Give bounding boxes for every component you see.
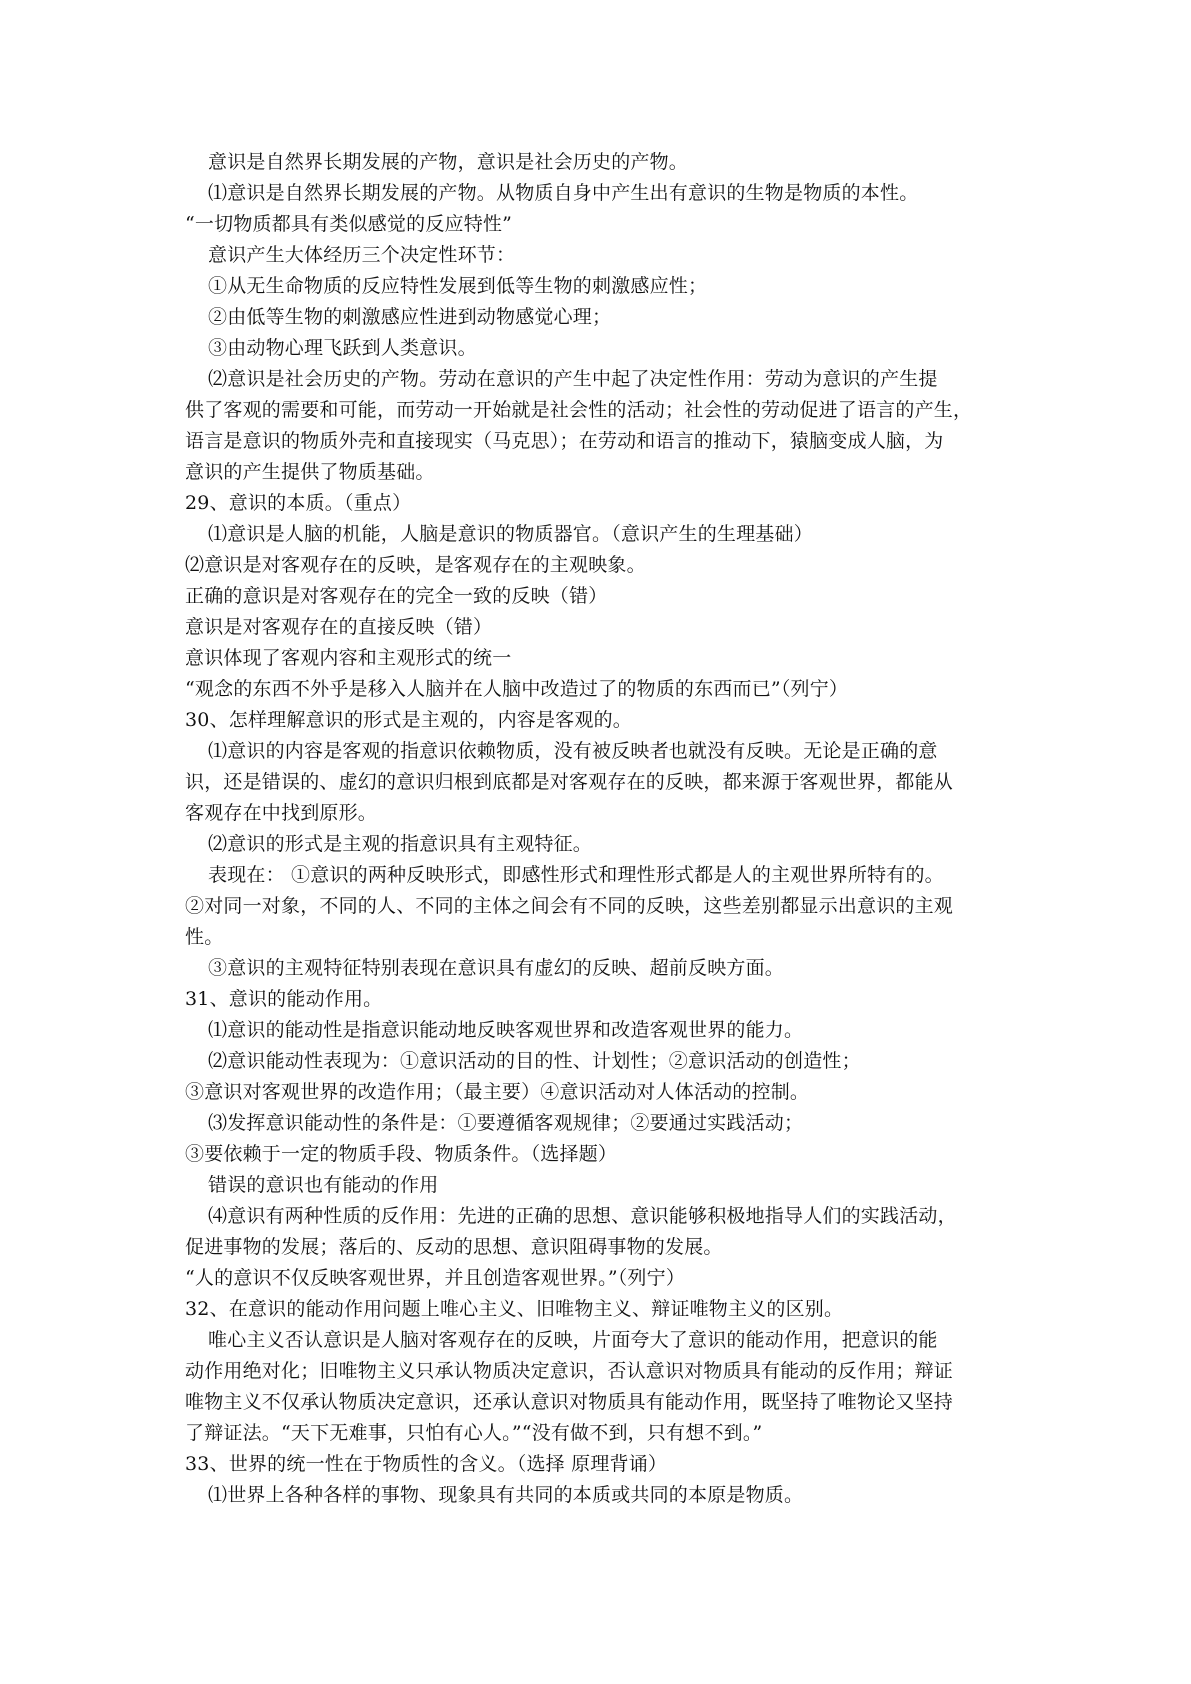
text-line: 表现在： ①意识的两种反映形式，即感性形式和理性形式都是人的主观世界所特有的。 bbox=[208, 864, 944, 886]
text-line: 意识体现了客观内容和主观形式的统一 bbox=[185, 647, 512, 669]
text-line: ⑶发挥意识能动性的条件是：①要遵循客观规律；②要通过实践活动； bbox=[208, 1112, 804, 1134]
text-line: 动作用绝对化；旧唯物主义只承认物质决定意识，否认意识对物质具有能动的反作用；辩证 bbox=[185, 1360, 954, 1382]
text-line: ②由低等生物的刺激感应性进到动物感觉心理； bbox=[208, 306, 612, 328]
text-line: 意识的产生提供了物质基础。 bbox=[185, 461, 435, 483]
text-line: 语言是意识的物质外壳和直接现实（马克思）；在劳动和语言的推动下，猿脑变成人脑，为 bbox=[185, 430, 944, 452]
text-line: 促进事物的发展；落后的、反动的思想、意识阻碍事物的发展。 bbox=[185, 1236, 723, 1258]
text-line: ⑴意识的能动性是指意识能动地反映客观世界和改造客观世界的能力。 bbox=[208, 1019, 804, 1041]
text-line: ①从无生命物质的反应特性发展到低等生物的刺激感应性； bbox=[208, 275, 708, 297]
section-heading: 33、世界的统一性在于物质性的含义。（选择 原理背诵） bbox=[185, 1453, 668, 1475]
text-line: “一切物质都具有类似感觉的反应特性” bbox=[185, 213, 513, 235]
text-line: 唯物主义不仅承认物质决定意识，还承认意识对物质具有能动作用，既坚持了唯物论又坚持 bbox=[185, 1391, 954, 1413]
text-line: 了辩证法。“天下无难事，只怕有心人。”“没有做不到，只有想不到。” bbox=[185, 1422, 763, 1444]
text-line: ⑴意识是自然界长期发展的产物。从物质自身中产生出有意识的生物是物质的本性。 bbox=[208, 182, 919, 204]
text-line: 意识是自然界长期发展的产物，意识是社会历史的产物。 bbox=[208, 151, 689, 173]
text-line: ⑴意识的内容是客观的指意识依赖物质，没有被反映者也就没有反映。无论是正确的意 bbox=[208, 740, 938, 762]
text-line: ⑷意识有两种性质的反作用：先进的正确的思想、意识能够积极地指导人们的实践活动， bbox=[208, 1205, 957, 1227]
text-line: 正确的意识是对客观存在的完全一致的反映（错） bbox=[185, 585, 608, 607]
text-line: ③意识的主观特征特别表现在意识具有虚幻的反映、超前反映方面。 bbox=[208, 957, 785, 979]
text-line: 错误的意识也有能动的作用 bbox=[208, 1174, 439, 1196]
text-line: ③由动物心理飞跃到人类意识。 bbox=[208, 337, 477, 359]
text-line: 意识产生大体经历三个决定性环节： bbox=[208, 244, 516, 266]
text-line: 意识是对客观存在的直接反映（错） bbox=[185, 616, 493, 638]
text-line: ③要依赖于一定的物质手段、物质条件。（选择题） bbox=[185, 1143, 618, 1165]
section-heading: 29、意识的本质。（重点） bbox=[185, 492, 412, 514]
text-line: ⑴世界上各种各样的事物、现象具有共同的本质或共同的本原是物质。 bbox=[208, 1484, 804, 1506]
text-line: 识，还是错误的、虚幻的意识归根到底都是对客观存在的反映，都来源于客观世界，都能从 bbox=[185, 771, 954, 793]
section-heading: 30、怎样理解意识的形式是主观的，内容是客观的。 bbox=[185, 709, 632, 731]
section-heading: 32、在意识的能动作用问题上唯心主义、旧唯物主义、辩证唯物主义的区别。 bbox=[185, 1298, 844, 1320]
text-line: ③意识对客观世界的改造作用；（最主要）④意识活动对人体活动的控制。 bbox=[185, 1081, 810, 1103]
text-line: ⑴意识是人脑的机能，人脑是意识的物质器官。（意识产生的生理基础） bbox=[208, 523, 813, 545]
text-line: 客观存在中找到原形。 bbox=[185, 802, 378, 824]
text-line: 唯心主义否认意识是人脑对客观存在的反映，片面夸大了意识的能动作用，把意识的能 bbox=[208, 1329, 938, 1351]
text-line: ⑵意识是社会历史的产物。劳动在意识的产生中起了决定性作用：劳动为意识的产生提 bbox=[208, 368, 938, 390]
text-line: 性。 bbox=[185, 926, 224, 948]
section-heading: 31、意识的能动作用。 bbox=[185, 988, 383, 1010]
text-line: ⑵意识是对客观存在的反映，是客观存在的主观映象。 bbox=[185, 554, 646, 576]
text-line: “人的意识不仅反映客观世界，并且创造客观世界。”（列宁） bbox=[185, 1267, 686, 1289]
text-line: ②对同一对象，不同的人、不同的主体之间会有不同的反映，这些差别都显示出意识的主观 bbox=[185, 895, 954, 917]
text-line: ⑵意识能动性表现为：①意识活动的目的性、计划性；②意识活动的创造性； bbox=[208, 1050, 861, 1072]
text-line: 供了客观的需要和可能，而劳动一开始就是社会性的活动；社会性的劳动促进了语言的产生， bbox=[185, 399, 973, 421]
text-line: “观念的东西不外乎是移入人脑并在人脑中改造过了的物质的东西而已”（列宁） bbox=[185, 678, 849, 700]
text-line: ⑵意识的形式是主观的指意识具有主观特征。 bbox=[208, 833, 593, 855]
